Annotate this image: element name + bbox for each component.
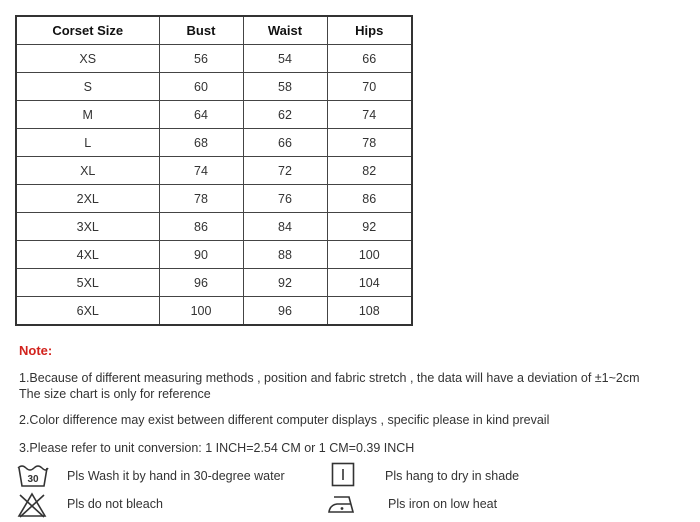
cell-size: XL — [16, 157, 159, 185]
table-row — [16, 157, 412, 185]
wash-temperature: 30 — [27, 474, 39, 485]
iron-instruction: Pls iron on low heat — [388, 497, 498, 511]
cell-waist: 88 — [243, 241, 327, 269]
cell-bust: 68 — [159, 129, 243, 157]
table-row — [16, 241, 412, 269]
hand-wash-30-icon — [17, 463, 49, 489]
cell-size: M — [16, 101, 159, 129]
cell-size: XS — [16, 45, 159, 73]
cell-size: 3XL — [16, 213, 159, 241]
hang-instruction: Pls hang to dry in shade — [385, 469, 520, 483]
cell-waist: 54 — [243, 45, 327, 73]
cell-hips: 108 — [327, 297, 412, 326]
note-line-2: 2.Color difference may exist between different computer displays , specific please in kind prevail — [19, 413, 550, 427]
cell-hips: 66 — [327, 45, 412, 73]
cell-hips: 92 — [327, 213, 412, 241]
cell-bust: 64 — [159, 101, 243, 129]
wash-instruction: Pls Wash it by hand in 30-degree water — [67, 469, 285, 483]
cell-size: S — [16, 73, 159, 101]
table-row — [16, 213, 412, 241]
hang-dry-icon — [331, 462, 355, 487]
cell-waist: 62 — [243, 101, 327, 129]
note-line-1: 1.Because of different measuring methods , position and fabric stretch , the data will have a deviation of ±1~2cm — [19, 371, 640, 385]
cell-waist: 66 — [243, 129, 327, 157]
cell-hips: 78 — [327, 129, 412, 157]
column-header-size: Corset Size — [16, 16, 159, 45]
no-bleach-icon — [17, 492, 47, 518]
cell-size: 4XL — [16, 241, 159, 269]
cell-waist: 76 — [243, 185, 327, 213]
cell-size: 5XL — [16, 269, 159, 297]
cell-bust: 96 — [159, 269, 243, 297]
table-row — [16, 101, 412, 129]
iron-low-heat-icon — [327, 493, 359, 515]
cell-bust: 60 — [159, 73, 243, 101]
note-line-3: 3.Please refer to unit conversion: 1 INCH=2.54 CM or 1 CM=0.39 INCH — [19, 441, 415, 455]
cell-bust: 78 — [159, 185, 243, 213]
cell-hips: 74 — [327, 101, 412, 129]
cell-waist: 72 — [243, 157, 327, 185]
cell-waist: 92 — [243, 269, 327, 297]
bleach-instruction: Pls do not bleach — [67, 497, 163, 511]
table-row — [16, 297, 412, 326]
cell-bust: 56 — [159, 45, 243, 73]
size-chart-table — [15, 15, 413, 326]
table-row — [16, 73, 412, 101]
cell-bust: 86 — [159, 213, 243, 241]
table-header-row — [16, 16, 412, 45]
note-title: Note: — [19, 343, 53, 358]
cell-hips: 86 — [327, 185, 412, 213]
table-row — [16, 269, 412, 297]
cell-size: 6XL — [16, 297, 159, 326]
table-row — [16, 185, 412, 213]
cell-bust: 100 — [159, 297, 243, 326]
cell-size: 2XL — [16, 185, 159, 213]
cell-waist: 96 — [243, 297, 327, 326]
note-line-1b: The size chart is only for reference — [19, 387, 211, 401]
column-header-waist: Waist — [243, 16, 327, 45]
cell-bust: 74 — [159, 157, 243, 185]
cell-waist: 58 — [243, 73, 327, 101]
cell-hips: 100 — [327, 241, 412, 269]
cell-hips: 70 — [327, 73, 412, 101]
column-header-hips: Hips — [327, 16, 412, 45]
table-row — [16, 45, 412, 73]
cell-waist: 84 — [243, 213, 327, 241]
cell-size: L — [16, 129, 159, 157]
cell-hips: 104 — [327, 269, 412, 297]
column-header-bust: Bust — [159, 16, 243, 45]
cell-hips: 82 — [327, 157, 412, 185]
cell-bust: 90 — [159, 241, 243, 269]
table-row — [16, 129, 412, 157]
